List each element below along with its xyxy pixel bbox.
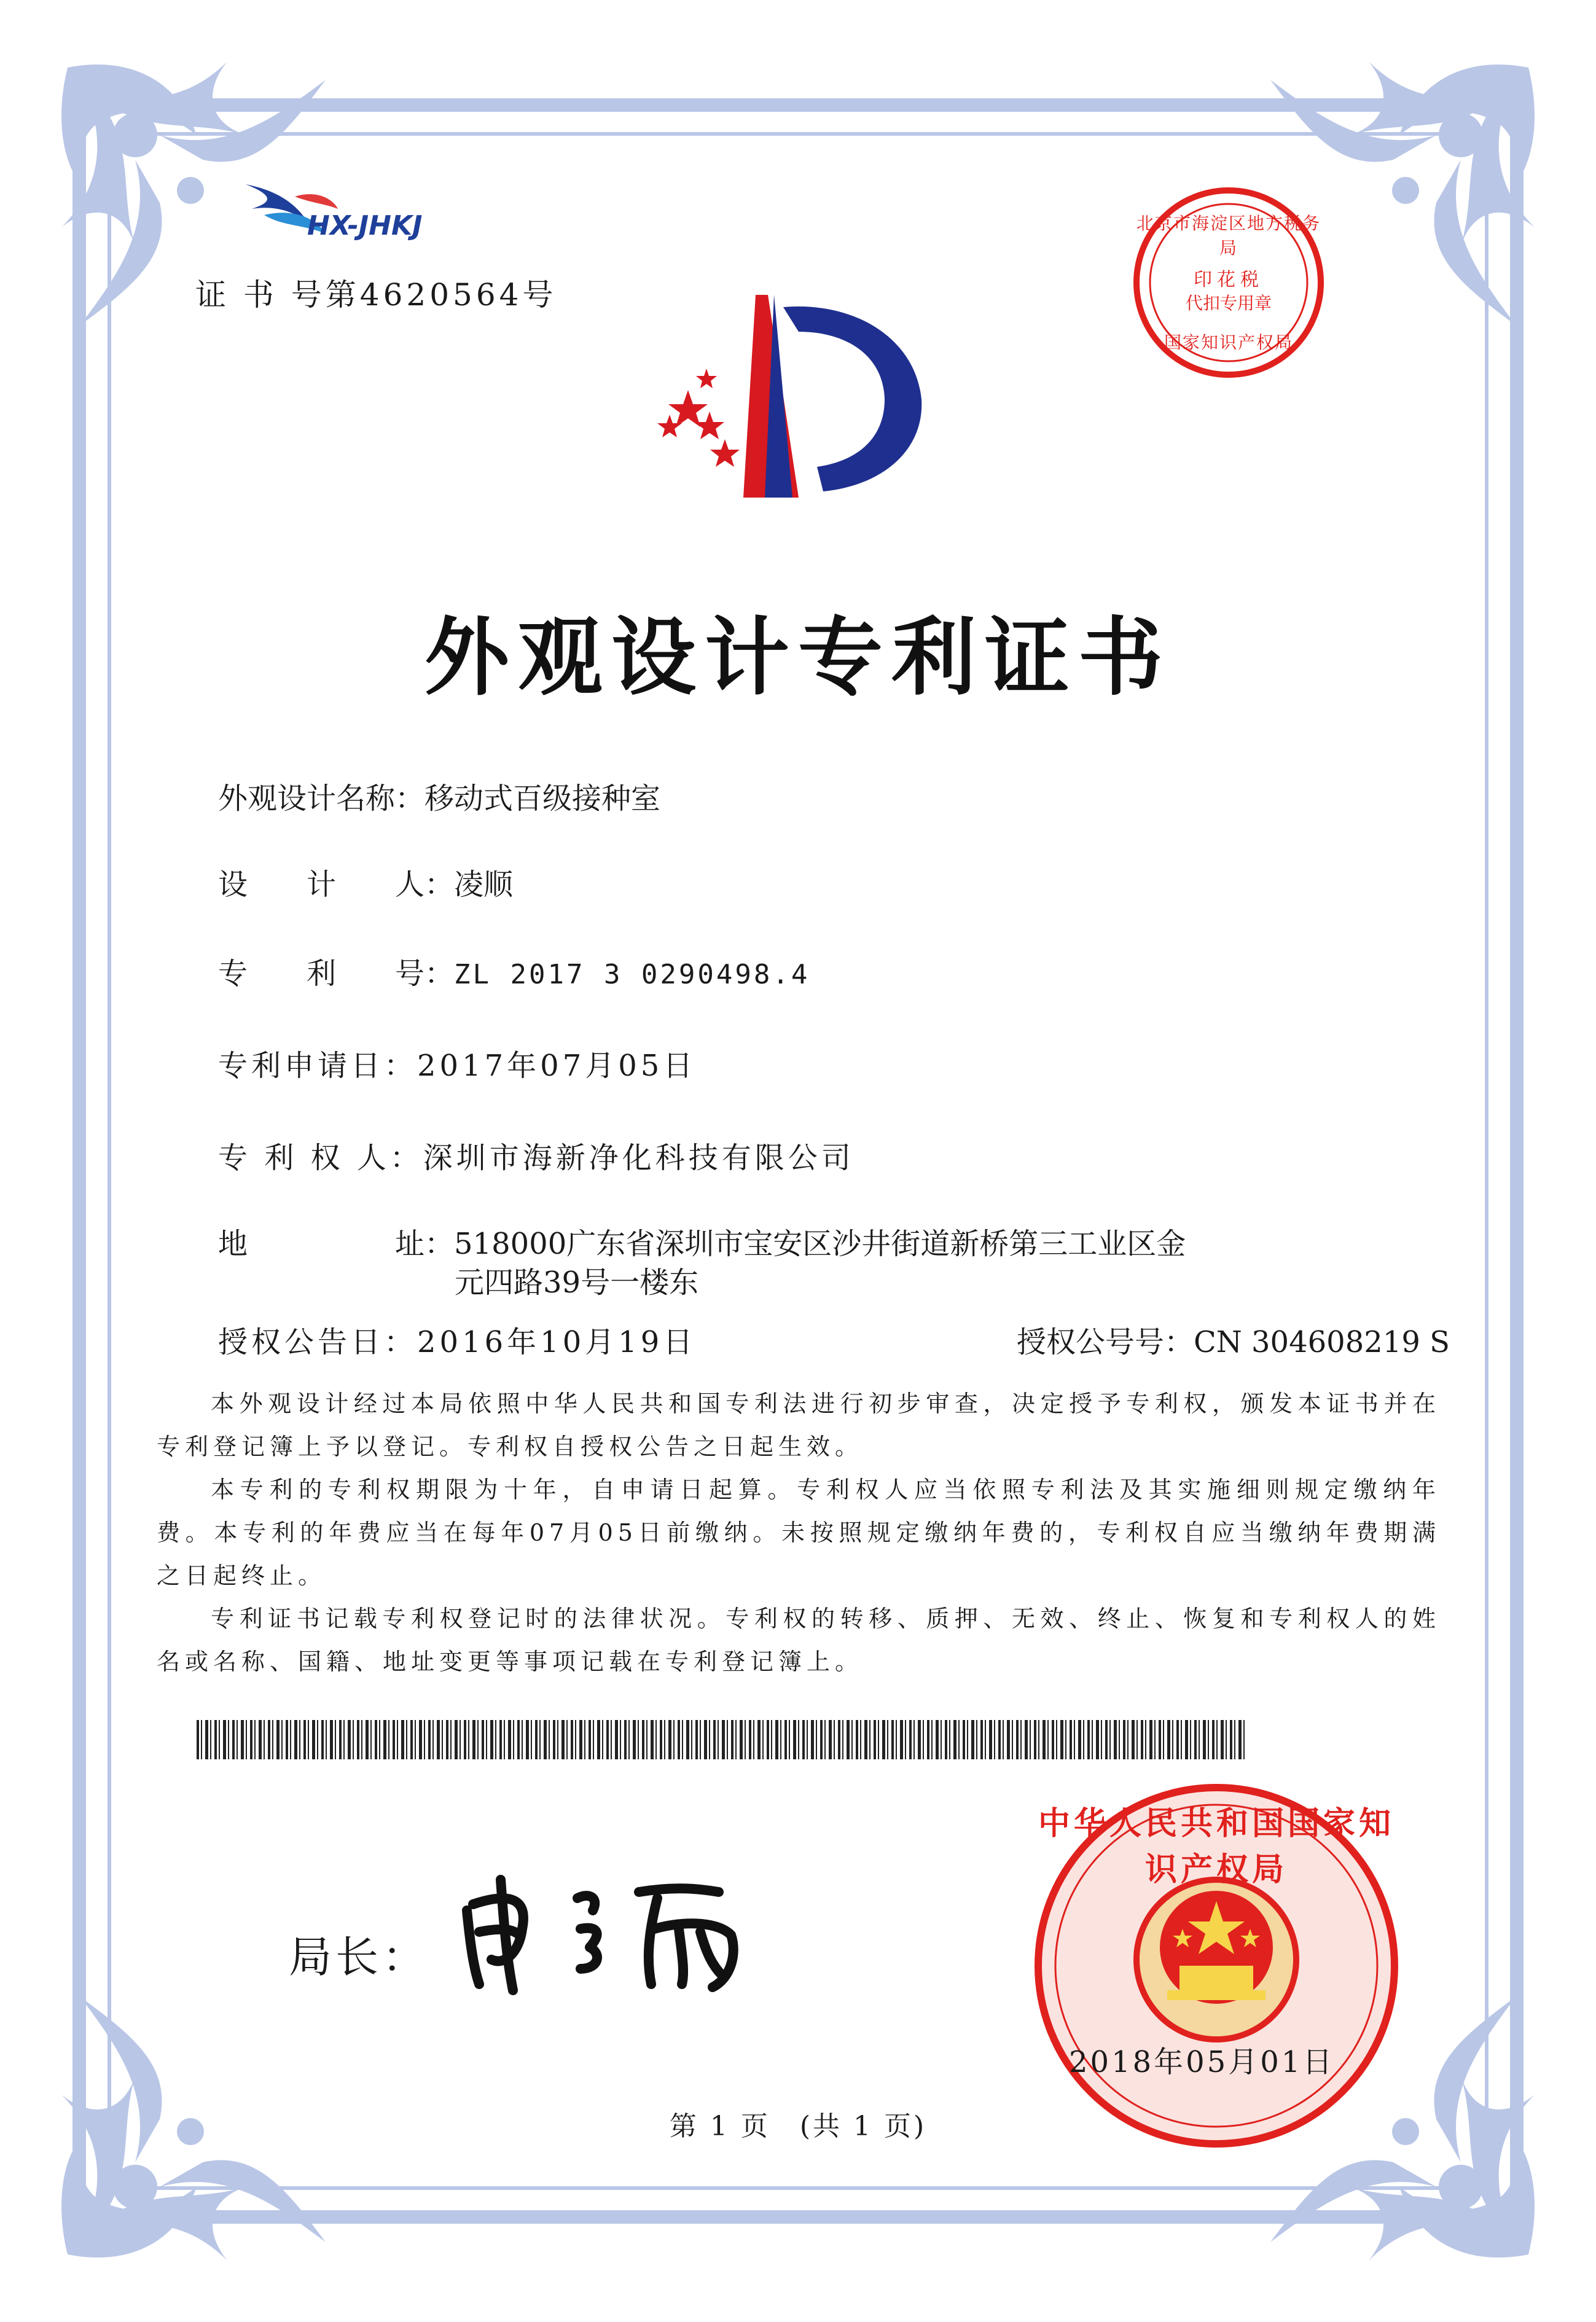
patentee-value: 深圳市海新净化科技有限公司 xyxy=(423,1141,855,1175)
design-name-value: 移动式百级接种室 xyxy=(424,781,661,816)
announcement-date-value: 2016年10月19日 xyxy=(417,1325,697,1359)
tax-bureau-seal xyxy=(1130,184,1327,381)
field-filing-date xyxy=(218,1047,696,1084)
company-logo xyxy=(240,172,461,252)
filing-date-value: 2017年07月05日 xyxy=(417,1049,697,1083)
patent-number-label: 专 利 号： xyxy=(218,956,455,991)
patentee-label: 专 利 权 人： xyxy=(218,1141,423,1175)
paragraph-1: 本外观设计经过本局依照中华人民共和国专利法进行初步审查，决定授予专利权，颁发本证书并在专利登记簿上予以登记。专利权自授权公告之日起生效。 xyxy=(157,1390,1441,1460)
address-label: 地 址： xyxy=(218,1227,455,1261)
patent-office-emblem-icon xyxy=(651,283,946,510)
field-address xyxy=(218,1226,1186,1262)
designer-label: 设 计 人： xyxy=(218,867,455,902)
field-designer xyxy=(218,866,513,903)
seal-bottom-text: 国家知识产权局 xyxy=(1164,332,1293,353)
designer-value: 凌顺 xyxy=(454,867,514,902)
national-ip-office-seal xyxy=(1032,1781,1401,2150)
field-announcement-number xyxy=(1017,1324,1450,1361)
field-patent-number xyxy=(218,955,810,993)
seal-center-line1: 印花税 xyxy=(1194,269,1264,291)
announcement-number-value: CN 304608219 S xyxy=(1194,1325,1450,1359)
seal-ring-text: 北京市海淀区地方税务局 xyxy=(1136,213,1321,258)
field-design-name xyxy=(218,780,660,817)
announcement-number-label: 授权公号号： xyxy=(1017,1325,1194,1359)
page-info: 第 1 页 (共 1 页) xyxy=(669,2111,927,2142)
announcement-date-label: 授权公告日： xyxy=(218,1325,418,1359)
barcode xyxy=(197,1720,1247,1759)
field-announcement-date xyxy=(218,1324,696,1361)
issue-date: 2018年05月01日 xyxy=(1069,2045,1335,2079)
address-value-line2: 元四路39号一楼东 xyxy=(455,1265,699,1300)
patent-number-value: ZL 2017 3 0290498.4 xyxy=(454,959,810,990)
design-name-label: 外观设计名称： xyxy=(218,781,425,816)
field-patentee xyxy=(218,1140,855,1176)
logo-text: HX-JHKJ xyxy=(307,210,423,241)
national-seal-ring-text: 中华人民共和国国家知识产权局 xyxy=(1038,1805,1395,1888)
paragraph-3: 专利证书记载专利权登记时的法律状况。专利权的转移、质押、无效、终止、恢复和专利权人的姓名或名称、国籍、地址变更等事项记载在专利登记簿上。 xyxy=(157,1605,1441,1675)
director-label: 局长： xyxy=(289,1932,429,1982)
seal-center-line2: 代扣专用章 xyxy=(1185,293,1272,313)
certificate-title: 外观设计专利证书 xyxy=(424,608,1172,707)
address-value-line1: 518000广东省深圳市宝安区沙井街道新桥第三工业区金 xyxy=(454,1227,1186,1261)
filing-date-label: 专利申请日： xyxy=(218,1049,418,1083)
paragraph-2: 本专利的专利权期限为十年，自申请日起算。专利权人应当依照专利法及其实施细则规定缴纳年费。本专利的年费应当在每年07月05日前缴纳。未按照规定缴纳年费的，专利权自应当缴纳年费期满之日起终止。 xyxy=(157,1476,1441,1589)
director-signature-icon xyxy=(442,1855,786,2003)
certificate-number: 证 书 号第4620564号 xyxy=(195,277,557,313)
